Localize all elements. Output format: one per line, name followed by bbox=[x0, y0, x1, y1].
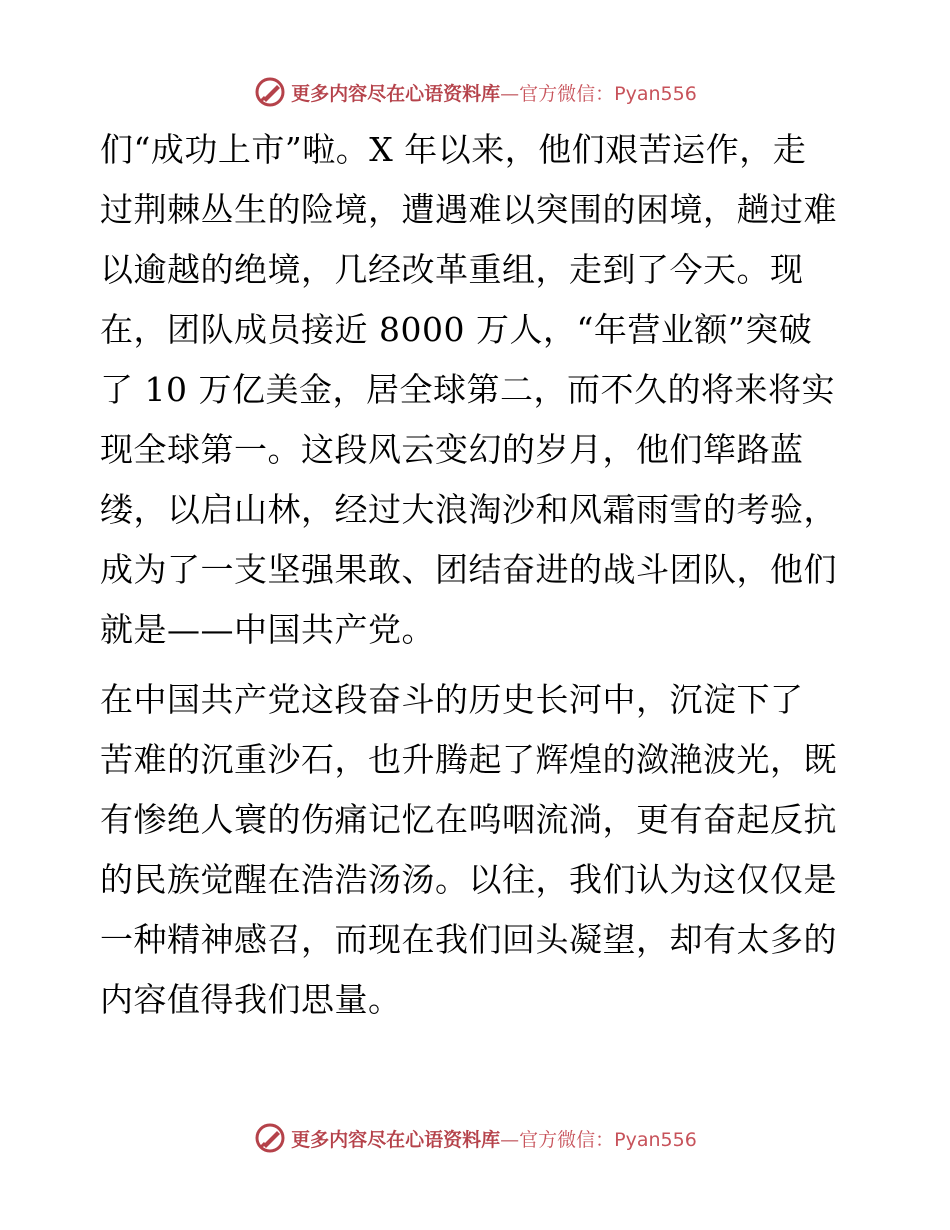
text-line: 苦难的沉重沙石，也升腾起了辉煌的潋滟波光，既 bbox=[100, 740, 837, 779]
text-line: 有惨绝人寰的伤痛记忆在呜咽流淌，更有奋起反抗 bbox=[100, 800, 837, 839]
banner-brand: 更多内容尽在心语资料库 bbox=[291, 1128, 501, 1151]
banner-separator: — bbox=[500, 1128, 520, 1151]
text-line: 在中国共产党这段奋斗的历史长河中，沉淀下了 bbox=[100, 680, 804, 719]
banner-separator: — bbox=[500, 82, 520, 105]
paragraph-gap bbox=[100, 660, 850, 670]
text-line: 成为了一支坚强果敢、团结奋进的战斗团队，他们 bbox=[100, 550, 837, 589]
text-line: 现全球第一。这段风云变幻的岁月，他们筚路蓝 bbox=[100, 430, 804, 469]
text-line: 们“成功上市”啦。X 年以来，他们艰苦运作，走 bbox=[100, 130, 807, 169]
text-line: 就是——中国共产党。 bbox=[100, 610, 435, 649]
text-line: 了 10 万亿美金，居全球第二，而不久的将来将实 bbox=[100, 370, 835, 409]
logo-icon bbox=[253, 1121, 287, 1155]
paragraph-2 bbox=[100, 670, 850, 1030]
document-body bbox=[100, 120, 850, 1030]
text-line: 内容值得我们思量。 bbox=[100, 980, 402, 1019]
logo-icon bbox=[253, 75, 287, 109]
paragraph-1 bbox=[100, 120, 850, 660]
text-line: 过荆棘丛生的险境，遭遇难以突围的困境，趟过难 bbox=[100, 190, 837, 229]
text-line: 在，团队成员接近 8000 万人，“年营业额”突破 bbox=[100, 310, 813, 349]
text-line: 一种精神感召，而现在我们回头凝望，却有太多的 bbox=[100, 920, 837, 959]
text-line: 以逾越的绝境，几经改革重组，走到了今天。现 bbox=[100, 250, 804, 289]
text-line: 的民族觉醒在浩浩汤汤。以往，我们认为这仅仅是 bbox=[100, 860, 837, 899]
banner-wechat: 官方微信：Pyan556 bbox=[519, 82, 697, 105]
header-banner bbox=[0, 72, 950, 112]
banner-brand: 更多内容尽在心语资料库 bbox=[291, 82, 501, 105]
banner-wechat: 官方微信：Pyan556 bbox=[519, 1128, 697, 1151]
footer-banner bbox=[0, 1118, 950, 1158]
text-line: 缕，以启山林，经过大浪淘沙和风霜雨雪的考验， bbox=[100, 490, 837, 529]
